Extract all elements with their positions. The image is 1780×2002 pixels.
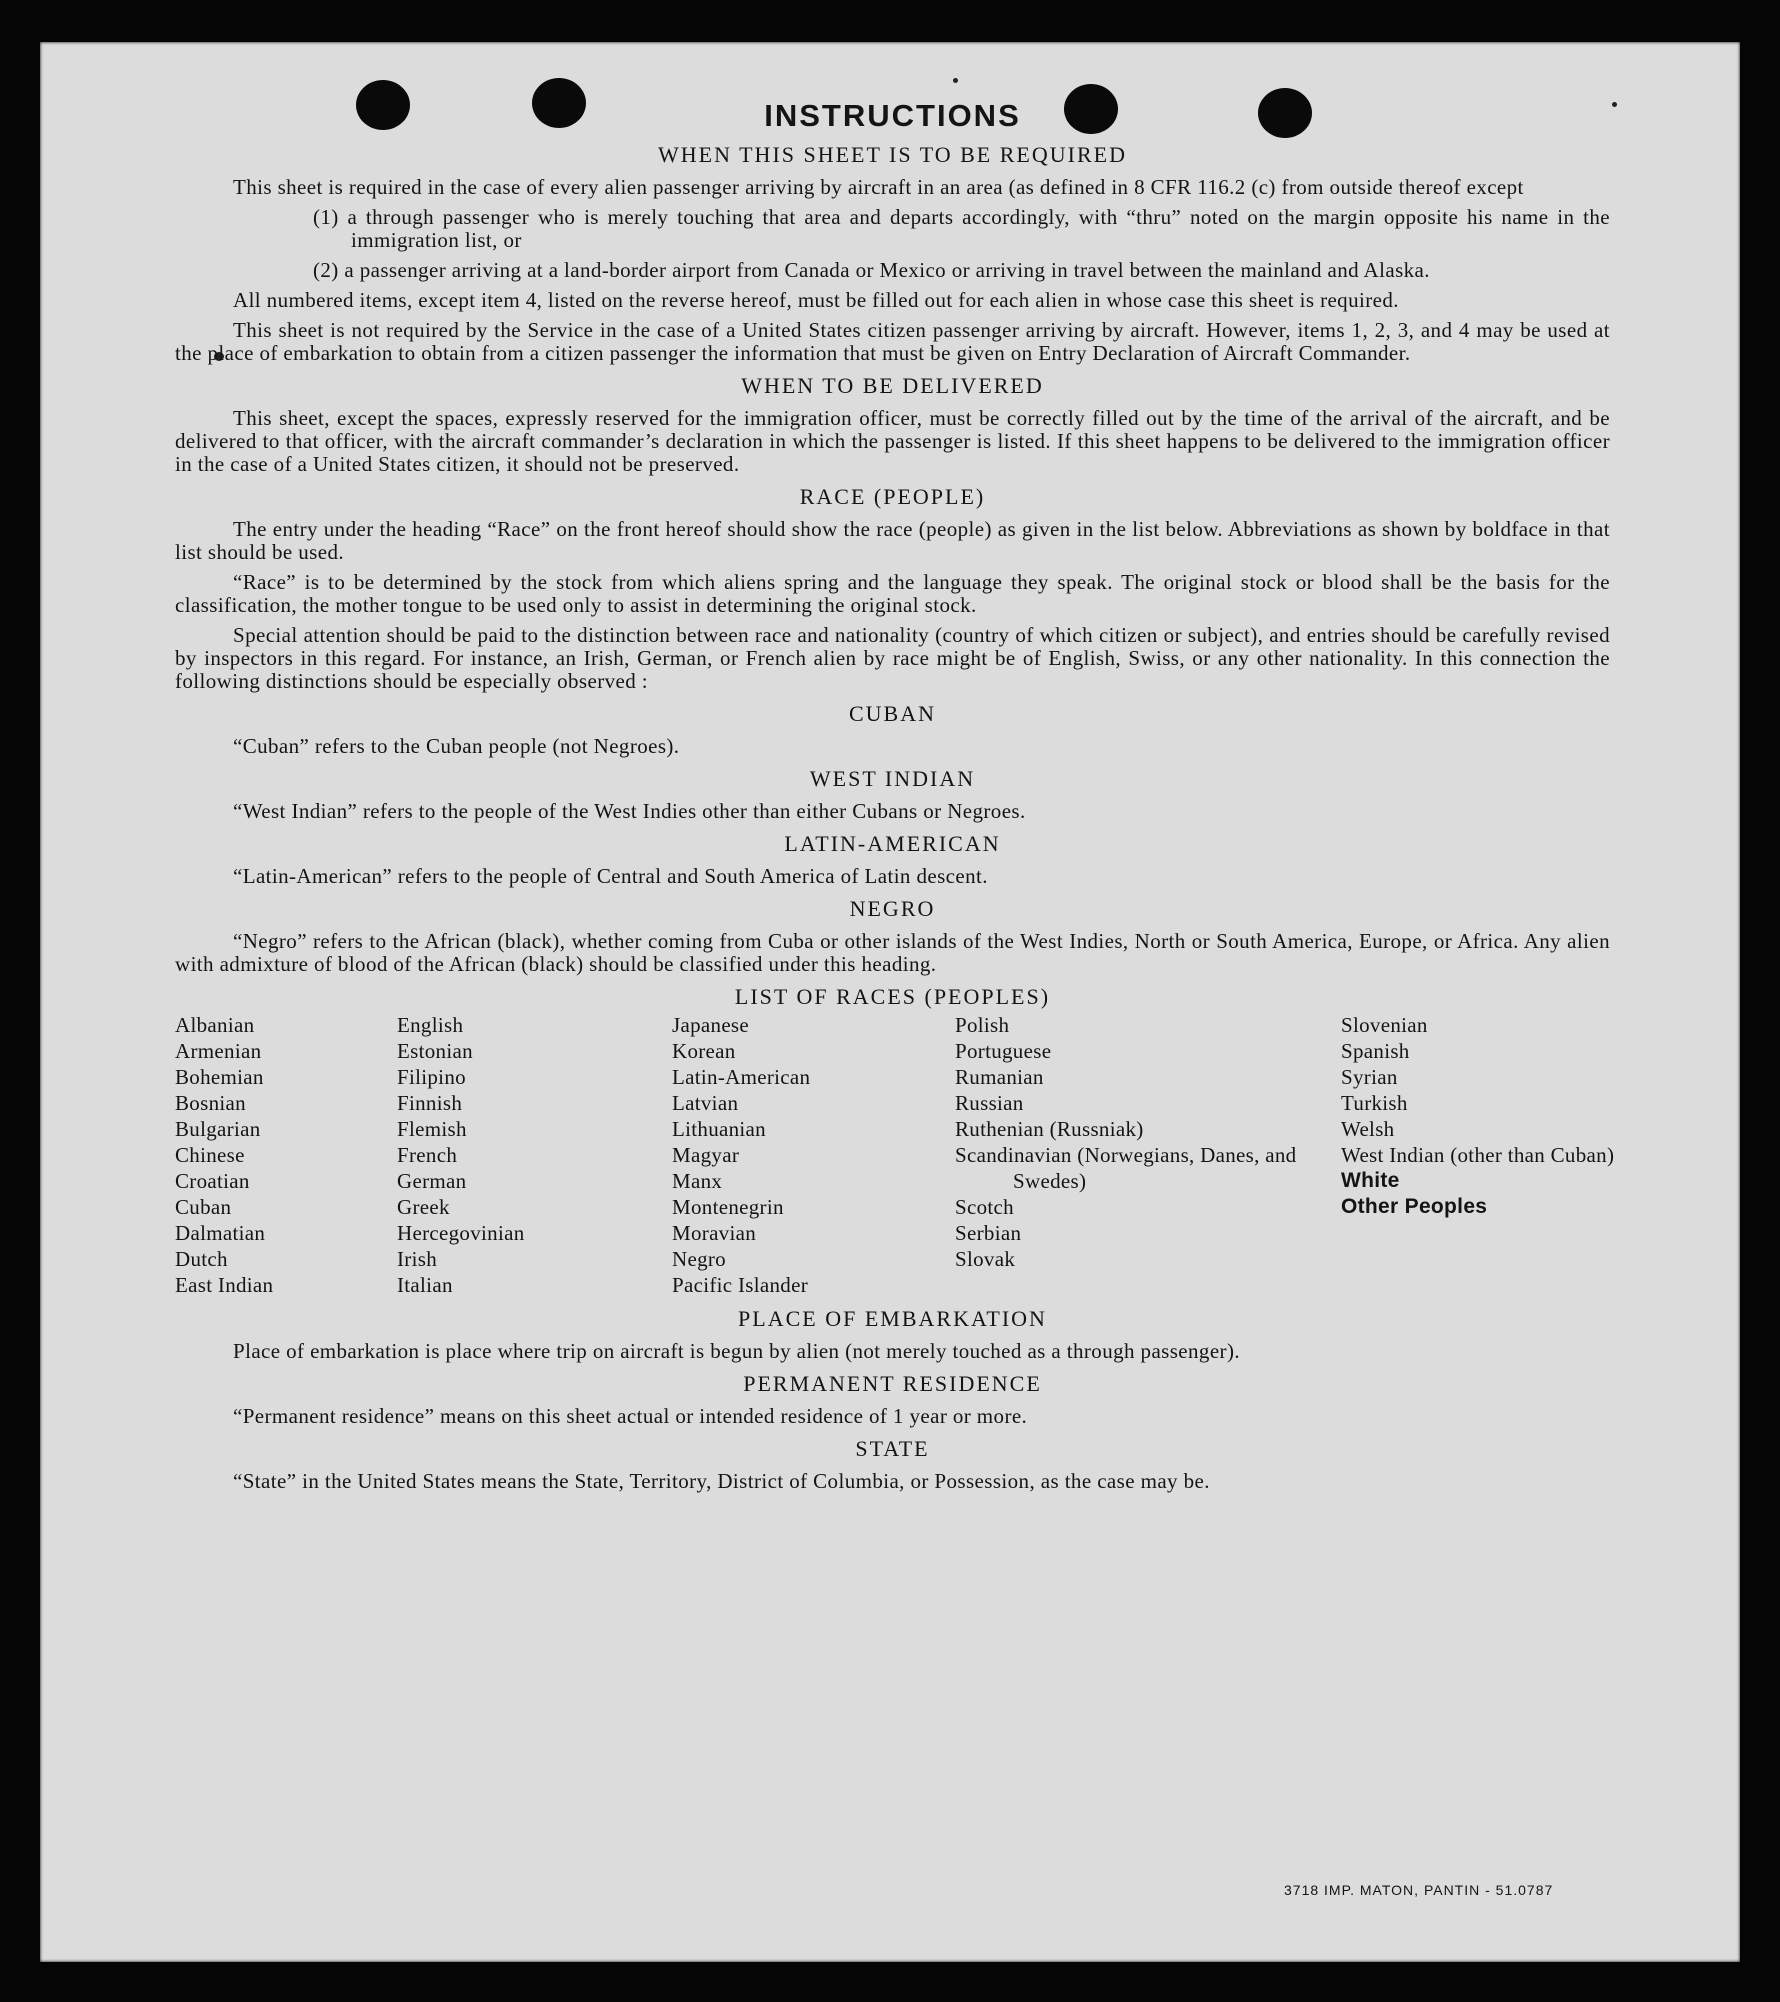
- race-item: Japanese: [672, 1013, 750, 1037]
- speck: [953, 78, 958, 83]
- race-item: Greek: [397, 1195, 450, 1219]
- race-item: Welsh: [1341, 1117, 1395, 1141]
- race-item: Montenegrin: [672, 1195, 784, 1219]
- section-heading: LATIN-AMERICAN: [784, 831, 1001, 856]
- race-item: Hercegovinian: [397, 1221, 525, 1245]
- race-item: Albanian: [175, 1013, 255, 1037]
- race-column: [672, 1012, 955, 1298]
- race-item: Scandinavian (Norwegians, Danes, and Swedes): [955, 1143, 1297, 1193]
- race-item: Scotch: [955, 1195, 1014, 1219]
- speck: [1612, 102, 1617, 107]
- race-item: Chinese: [175, 1143, 245, 1167]
- section-heading: WHEN THIS SHEET IS TO BE REQUIRED: [658, 142, 1127, 167]
- paragraph: “State” in the United States means the State, Territory, District of Columbia, or Possession, as the case may be.: [233, 1469, 1210, 1493]
- section-heading: NEGRO: [849, 896, 936, 921]
- race-item: Slovak: [955, 1247, 1016, 1271]
- race-item: Spanish: [1341, 1039, 1410, 1063]
- section-heading: PLACE OF EMBARKATION: [738, 1306, 1047, 1331]
- paragraph: “Race” is to be determined by the stock from which aliens spring and the language they speak. The original stock or blood shall be the basis for the classification, the mother tongue to be used only to assist in determining the original stock.: [175, 570, 1610, 617]
- list-item: (2) a passenger arriving at a land-border airport from Canada or Mexico or arriving in travel between the mainland and Alaska.: [313, 258, 1430, 282]
- race-column: [955, 1012, 1341, 1298]
- section-heading: PERMANENT RESIDENCE: [743, 1371, 1042, 1396]
- race-item: German: [397, 1169, 467, 1193]
- race-item: Magyar: [672, 1143, 740, 1167]
- race-item: Latvian: [672, 1091, 739, 1115]
- race-item: Pacific Islander: [672, 1273, 808, 1297]
- section-heading: WHEN TO BE DELIVERED: [741, 373, 1044, 398]
- race-item: Finnish: [397, 1091, 463, 1115]
- page-title: INSTRUCTIONS: [764, 98, 1021, 133]
- race-item: Turkish: [1341, 1091, 1408, 1115]
- race-item: Bosnian: [175, 1091, 246, 1115]
- race-item: Moravian: [672, 1221, 757, 1245]
- paragraph: “West Indian” refers to the people of the West Indies other than either Cubans or Negroes.: [233, 799, 1026, 823]
- race-item: Rumanian: [955, 1065, 1044, 1089]
- race-item: Flemish: [397, 1117, 467, 1141]
- race-item: White: [1341, 1169, 1400, 1192]
- race-item: Ruthenian (Russniak): [955, 1117, 1144, 1141]
- race-item: English: [397, 1013, 464, 1037]
- race-column: [175, 1012, 397, 1298]
- race-item: Lithuanian: [672, 1117, 766, 1141]
- paragraph: This sheet is required in the case of every alien passenger arriving by aircraft in an area (as defined in 8 CFR 116.2 (c) from outside thereof except: [233, 175, 1524, 199]
- race-item: Negro: [672, 1247, 726, 1271]
- list-item: (1) a through passenger who is merely touching that area and departs accordingly, with “thru” noted on the margin opposite his name in the immigration list, or: [313, 205, 1610, 252]
- race-item: Russian: [955, 1091, 1024, 1115]
- section-heading: STATE: [855, 1436, 930, 1461]
- race-item: Italian: [397, 1273, 453, 1297]
- paragraph: The entry under the heading “Race” on the front hereof should show the race (people) as given in the list below. Abbreviations as shown by boldface in that list should be used.: [175, 517, 1610, 564]
- race-item: French: [397, 1143, 458, 1167]
- race-column: [1341, 1012, 1615, 1298]
- race-item: Bulgarian: [175, 1117, 261, 1141]
- paragraph: Special attention should be paid to the distinction between race and nationality (country of which citizen or subject), and entries should be carefully revised by inspectors in this regard. For instance, an Irish, German, or French alien by race might be of English, Swiss, or any other nationality. In this connection the following distinctions should be especially observed :: [175, 623, 1610, 693]
- race-item: Syrian: [1341, 1065, 1398, 1089]
- race-item: Armenian: [175, 1039, 262, 1063]
- race-item: Filipino: [397, 1065, 466, 1089]
- paragraph: This sheet is not required by the Service in the case of a United States citizen passenger arriving by aircraft. However, items 1, 2, 3, and 4 may be used at the place of embarkation to obtain from a citizen passenger the information that must be given on Entry Declaration of Aircraft Commander.: [175, 318, 1610, 365]
- race-item: Estonian: [397, 1039, 473, 1063]
- paragraph: This sheet, except the spaces, expressly reserved for the immigration officer, must be correctly filled out by the time of the arrival of the aircraft, and be delivered to that officer, with the aircraft commander’s declaration in which the passenger is listed. If this sheet happens to be delivered to the immigration officer in the case of a United States citizen, it should not be preserved.: [175, 406, 1610, 476]
- race-item: Croatian: [175, 1169, 250, 1193]
- race-list: [175, 1012, 1615, 1298]
- race-item: East Indian: [175, 1273, 274, 1297]
- race-item: Polish: [955, 1013, 1010, 1037]
- paragraph: “Permanent residence” means on this sheet actual or intended residence of 1 year or more.: [233, 1404, 1028, 1428]
- paragraph: “Latin-American” refers to the people of Central and South America of Latin descent.: [233, 864, 988, 888]
- race-item: Dutch: [175, 1247, 228, 1271]
- race-item: Slovenian: [1341, 1013, 1428, 1037]
- section-heading: LIST OF RACES (PEOPLES): [734, 984, 1051, 1009]
- printer-imprint: 3718 IMP. MATON, PANTIN - 51.0787: [1284, 1882, 1554, 1898]
- race-item: Latin-American: [672, 1065, 811, 1089]
- paragraph: All numbered items, except item 4, listed on the reverse hereof, must be filled out for each alien in whose case this sheet is required.: [233, 288, 1399, 312]
- race-column: [397, 1012, 672, 1298]
- race-item: Irish: [397, 1247, 437, 1271]
- race-item: Cuban: [175, 1195, 232, 1219]
- paragraph: “Cuban” refers to the Cuban people (not Negroes).: [233, 734, 680, 758]
- race-item: Serbian: [955, 1221, 1022, 1245]
- document-content: [175, 98, 1615, 1500]
- race-item: Manx: [672, 1169, 723, 1193]
- race-item: Other Peoples: [1341, 1195, 1488, 1218]
- section-heading: CUBAN: [848, 701, 936, 726]
- race-item: Bohemian: [175, 1065, 264, 1089]
- section-heading: WEST INDIAN: [809, 766, 976, 791]
- race-item: Portuguese: [955, 1039, 1052, 1063]
- paragraph: “Negro” refers to the African (black), whether coming from Cuba or other islands of the West Indies, North or South America, Europe, or Africa. Any alien with admixture of blood of the African (black) should be classified under this heading.: [175, 929, 1610, 976]
- section-heading: RACE (PEOPLE): [799, 484, 986, 509]
- paragraph: Place of embarkation is place where trip on aircraft is begun by alien (not merely touched as a through passenger).: [233, 1339, 1240, 1363]
- race-item: Dalmatian: [175, 1221, 266, 1245]
- race-item: West Indian (other than Cuban): [1341, 1143, 1615, 1167]
- race-item: Korean: [672, 1039, 736, 1063]
